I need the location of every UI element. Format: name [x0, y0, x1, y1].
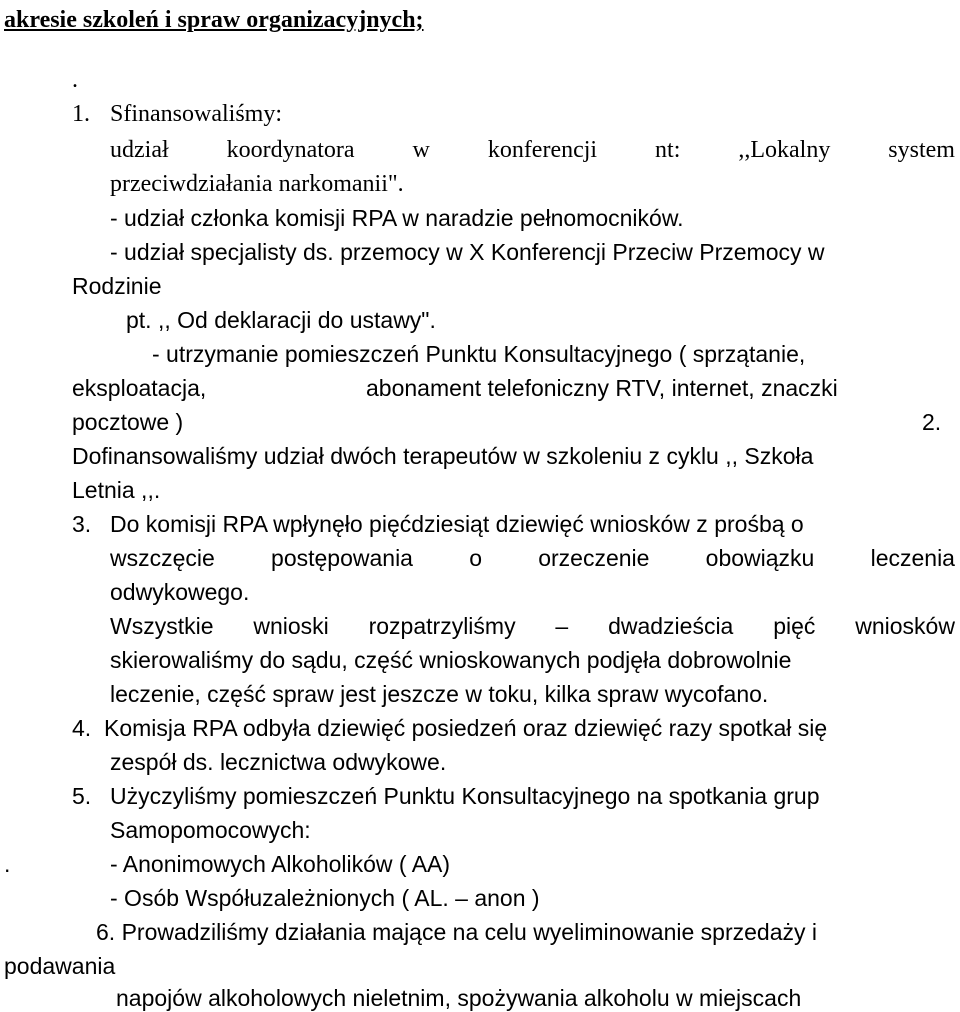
word: o — [469, 545, 482, 571]
word: konferencji — [487, 137, 598, 163]
item-1-line-1 — [110, 136, 955, 164]
word: rozpatrzyliśmy — [368, 613, 516, 639]
item-3-line-5: skierowaliśmy do sądu, część wnioskowanych podjęła dobrowolnie — [110, 647, 792, 673]
word: Wszystkie — [110, 613, 214, 639]
item-2-line-2: Letnia ,,. — [72, 477, 161, 503]
item-1-line-7: - utrzymanie pomieszczeń Punktu Konsultacyjnego ( sprzątanie, — [152, 341, 806, 367]
item-1-line-8b: abonament telefoniczny RTV, internet, znaczki — [366, 375, 838, 401]
item-5-line-2: Samopomocowych: — [110, 817, 311, 843]
item-1-line-2: przeciwdziałania narkomanii". — [110, 171, 404, 197]
item-6-line-3: napojów alkoholowych nieletnim, spożywania alkoholu w miejscach — [116, 985, 802, 1011]
item-1-title: Sfinansowaliśmy: — [110, 101, 282, 127]
section-heading: akresie szkoleń i spraw organizacyjnych; — [4, 7, 424, 33]
word: koordynatora — [226, 137, 355, 163]
word: udział — [110, 137, 169, 163]
item-5-line-3: - Anonimowych Alkoholików ( AA) — [110, 851, 451, 877]
word: pięć — [773, 613, 816, 639]
item-1-line-8a: eksploatacja, — [72, 375, 207, 401]
stray-dot: . — [4, 851, 11, 877]
word: ,,Lokalny — [738, 137, 831, 163]
item-5-line-1: Użyczyliśmy pomieszczeń Punktu Konsultacyjnego na spotkania grup — [110, 783, 820, 809]
word: – — [555, 613, 569, 639]
item-6-line-1: 6. Prowadziliśmy działania mające na celu wyeliminowanie sprzedaży i — [96, 919, 817, 945]
word: leczenia — [870, 545, 955, 571]
word: system — [888, 137, 955, 163]
item-3-line-6: leczenie, część spraw jest jeszcze w toku, kilka spraw wycofano. — [110, 681, 769, 707]
item-2-line-1: Dofinansowaliśmy udział dwóch terapeutów w szkoleniu z cyklu ,, Szkoła — [72, 443, 814, 469]
word: w — [412, 137, 430, 163]
item-3-line-4 — [110, 612, 955, 640]
item-1-line-9a: pocztowe ) — [72, 409, 184, 435]
item-4-line-1: Komisja RPA odbyła dziewięć posiedzeń oraz dziewięć razy spotkał się — [104, 715, 828, 741]
item-3-line-3: odwykowego. — [110, 579, 250, 605]
item-1-line-3: - udział członka komisji RPA w naradzie pełnomocników. — [110, 205, 684, 231]
word: orzeczenie — [538, 545, 650, 571]
item-3-line-1: Do komisji RPA wpłynęło pięćdziesiąt dziewięć wniosków z prośbą o — [110, 511, 804, 537]
word: postępowania — [271, 545, 413, 571]
item-1-line-5: Rodzinie — [72, 273, 162, 299]
item-3-line-2 — [110, 544, 955, 572]
word: wniosków — [855, 613, 955, 639]
word: wnioski — [253, 613, 329, 639]
word: nt: — [655, 137, 681, 163]
word: dwadzieścia — [608, 613, 734, 639]
item-4-line-2: zespół ds. lecznictwa odwykowe. — [110, 749, 447, 775]
item-6-line-2: podawania — [4, 953, 116, 979]
word: wszczęcie — [110, 545, 215, 571]
item-2-number: 2. — [922, 409, 942, 435]
item-4-number: 4. — [72, 715, 92, 741]
item-3-number: 3. — [72, 511, 92, 537]
word: obowiązku — [705, 545, 815, 571]
item-5-number: 5. — [72, 783, 92, 809]
item-1-number: 1. — [72, 101, 90, 127]
stray-dot: . — [72, 67, 78, 93]
item-5-line-4: - Osób Współuzależnionych ( AL. – anon ) — [110, 885, 540, 911]
item-1-line-6: pt. ,, Od deklaracji do ustawy". — [126, 307, 436, 333]
item-1-line-4: - udział specjalisty ds. przemocy w X Konferencji Przeciw Przemocy w — [110, 239, 825, 265]
